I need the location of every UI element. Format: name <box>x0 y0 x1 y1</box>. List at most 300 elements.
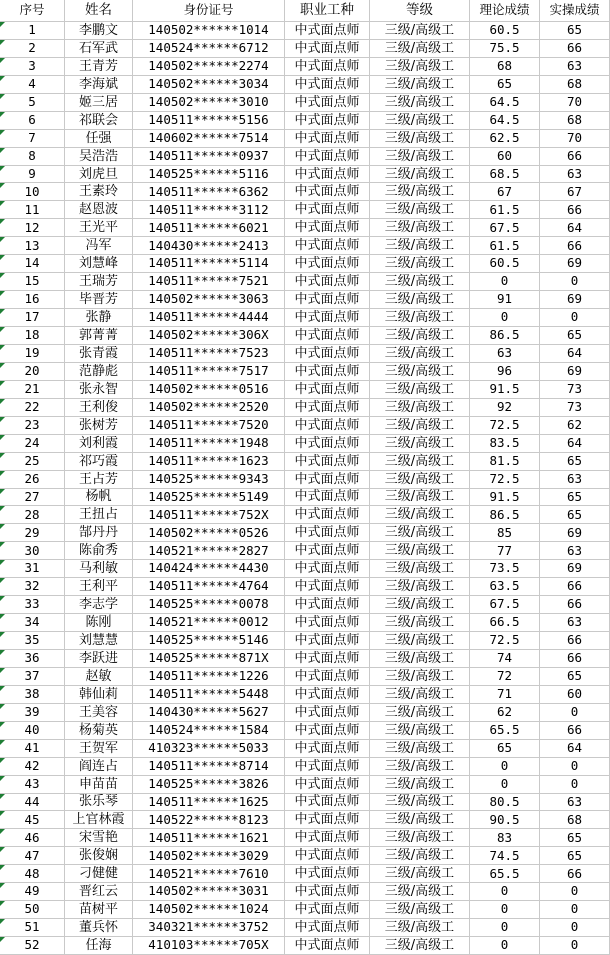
cell-name[interactable] <box>65 166 133 184</box>
cell-level[interactable] <box>370 22 470 40</box>
cell-level[interactable] <box>370 345 470 363</box>
cell-level[interactable] <box>370 453 470 471</box>
cell-name[interactable] <box>65 560 133 578</box>
cell-theory[interactable] <box>470 560 540 578</box>
cell-job[interactable] <box>285 489 370 507</box>
cell-level[interactable] <box>370 399 470 417</box>
cell-theory[interactable] <box>470 758 540 776</box>
cell-name[interactable] <box>65 740 133 758</box>
cell-id[interactable] <box>133 327 285 345</box>
cell-level[interactable] <box>370 758 470 776</box>
cell-practice[interactable] <box>540 758 610 776</box>
cell-id[interactable] <box>133 847 285 865</box>
cell-id[interactable] <box>133 166 285 184</box>
cell-theory[interactable] <box>470 811 540 829</box>
cell-level[interactable] <box>370 201 470 219</box>
cell-practice[interactable] <box>540 811 610 829</box>
cell-theory[interactable] <box>470 345 540 363</box>
cell-job[interactable] <box>285 578 370 596</box>
cell-name[interactable] <box>65 650 133 668</box>
cell-num[interactable] <box>0 578 65 596</box>
cell-name[interactable] <box>65 112 133 130</box>
cell-num[interactable] <box>0 668 65 686</box>
cell-name[interactable] <box>65 183 133 201</box>
cell-id[interactable] <box>133 489 285 507</box>
cell-theory[interactable] <box>470 865 540 883</box>
cell-num[interactable] <box>0 345 65 363</box>
cell-practice[interactable] <box>540 506 610 524</box>
cell-theory[interactable] <box>470 596 540 614</box>
cell-theory[interactable] <box>470 704 540 722</box>
cell-id[interactable] <box>133 255 285 273</box>
cell-id[interactable] <box>133 722 285 740</box>
cell-theory[interactable] <box>470 453 540 471</box>
cell-num[interactable] <box>0 937 65 955</box>
cell-practice[interactable] <box>540 201 610 219</box>
cell-theory[interactable] <box>470 237 540 255</box>
cell-practice[interactable] <box>540 560 610 578</box>
cell-theory[interactable] <box>470 94 540 112</box>
cell-level[interactable] <box>370 255 470 273</box>
cell-practice[interactable] <box>540 291 610 309</box>
cell-level[interactable] <box>370 829 470 847</box>
cell-num[interactable] <box>0 811 65 829</box>
cell-job[interactable] <box>285 435 370 453</box>
cell-job[interactable] <box>285 237 370 255</box>
cell-num[interactable] <box>0 435 65 453</box>
cell-theory[interactable] <box>470 524 540 542</box>
cell-id[interactable] <box>133 435 285 453</box>
cell-theory[interactable] <box>470 22 540 40</box>
cell-name[interactable] <box>65 776 133 794</box>
cell-level[interactable] <box>370 219 470 237</box>
cell-name[interactable] <box>65 417 133 435</box>
cell-job[interactable] <box>285 40 370 58</box>
cell-practice[interactable] <box>540 166 610 184</box>
cell-job[interactable] <box>285 829 370 847</box>
cell-theory[interactable] <box>470 40 540 58</box>
header-cell-name[interactable] <box>65 0 133 22</box>
cell-practice[interactable] <box>540 453 610 471</box>
cell-level[interactable] <box>370 578 470 596</box>
cell-practice[interactable] <box>540 76 610 94</box>
cell-id[interactable] <box>133 130 285 148</box>
cell-practice[interactable] <box>540 650 610 668</box>
cell-name[interactable] <box>65 363 133 381</box>
cell-level[interactable] <box>370 435 470 453</box>
header-cell-theory[interactable] <box>470 0 540 22</box>
cell-level[interactable] <box>370 489 470 507</box>
cell-job[interactable] <box>285 668 370 686</box>
cell-num[interactable] <box>0 399 65 417</box>
cell-id[interactable] <box>133 94 285 112</box>
cell-id[interactable] <box>133 76 285 94</box>
cell-name[interactable] <box>65 219 133 237</box>
cell-id[interactable] <box>133 865 285 883</box>
cell-num[interactable] <box>0 237 65 255</box>
cell-practice[interactable] <box>540 829 610 847</box>
cell-level[interactable] <box>370 650 470 668</box>
cell-level[interactable] <box>370 327 470 345</box>
cell-theory[interactable] <box>470 668 540 686</box>
cell-theory[interactable] <box>470 578 540 596</box>
cell-job[interactable] <box>285 94 370 112</box>
cell-num[interactable] <box>0 829 65 847</box>
cell-name[interactable] <box>65 811 133 829</box>
cell-level[interactable] <box>370 309 470 327</box>
cell-level[interactable] <box>370 183 470 201</box>
cell-practice[interactable] <box>540 130 610 148</box>
cell-num[interactable] <box>0 40 65 58</box>
cell-name[interactable] <box>65 291 133 309</box>
cell-theory[interactable] <box>470 58 540 76</box>
cell-level[interactable] <box>370 40 470 58</box>
cell-theory[interactable] <box>470 883 540 901</box>
cell-level[interactable] <box>370 273 470 291</box>
cell-name[interactable] <box>65 40 133 58</box>
cell-id[interactable] <box>133 237 285 255</box>
cell-level[interactable] <box>370 704 470 722</box>
cell-num[interactable] <box>0 686 65 704</box>
cell-num[interactable] <box>0 112 65 130</box>
cell-num[interactable] <box>0 722 65 740</box>
cell-id[interactable] <box>133 811 285 829</box>
cell-practice[interactable] <box>540 273 610 291</box>
cell-job[interactable] <box>285 417 370 435</box>
cell-id[interactable] <box>133 381 285 399</box>
cell-job[interactable] <box>285 345 370 363</box>
cell-level[interactable] <box>370 560 470 578</box>
cell-name[interactable] <box>65 686 133 704</box>
cell-level[interactable] <box>370 722 470 740</box>
cell-id[interactable] <box>133 632 285 650</box>
cell-num[interactable] <box>0 919 65 937</box>
cell-theory[interactable] <box>470 417 540 435</box>
cell-num[interactable] <box>0 201 65 219</box>
cell-name[interactable] <box>65 381 133 399</box>
cell-name[interactable] <box>65 76 133 94</box>
cell-num[interactable] <box>0 901 65 919</box>
cell-id[interactable] <box>133 776 285 794</box>
cell-job[interactable] <box>285 650 370 668</box>
cell-practice[interactable] <box>540 865 610 883</box>
cell-job[interactable] <box>285 847 370 865</box>
cell-level[interactable] <box>370 506 470 524</box>
cell-theory[interactable] <box>470 309 540 327</box>
cell-job[interactable] <box>285 399 370 417</box>
cell-num[interactable] <box>0 381 65 399</box>
cell-level[interactable] <box>370 919 470 937</box>
cell-practice[interactable] <box>540 919 610 937</box>
cell-name[interactable] <box>65 524 133 542</box>
cell-name[interactable] <box>65 58 133 76</box>
cell-level[interactable] <box>370 291 470 309</box>
cell-theory[interactable] <box>470 183 540 201</box>
cell-theory[interactable] <box>470 255 540 273</box>
cell-theory[interactable] <box>470 471 540 489</box>
cell-id[interactable] <box>133 614 285 632</box>
cell-theory[interactable] <box>470 937 540 955</box>
cell-job[interactable] <box>285 381 370 399</box>
cell-num[interactable] <box>0 542 65 560</box>
cell-job[interactable] <box>285 740 370 758</box>
cell-name[interactable] <box>65 506 133 524</box>
cell-job[interactable] <box>285 183 370 201</box>
cell-id[interactable] <box>133 650 285 668</box>
cell-id[interactable] <box>133 506 285 524</box>
header-cell-num[interactable] <box>0 0 65 22</box>
cell-name[interactable] <box>65 435 133 453</box>
cell-practice[interactable] <box>540 435 610 453</box>
cell-id[interactable] <box>133 273 285 291</box>
cell-name[interactable] <box>65 148 133 166</box>
cell-id[interactable] <box>133 829 285 847</box>
cell-name[interactable] <box>65 542 133 560</box>
cell-theory[interactable] <box>470 686 540 704</box>
cell-job[interactable] <box>285 291 370 309</box>
cell-id[interactable] <box>133 542 285 560</box>
cell-practice[interactable] <box>540 883 610 901</box>
header-cell-practice[interactable] <box>540 0 610 22</box>
cell-id[interactable] <box>133 148 285 166</box>
cell-level[interactable] <box>370 166 470 184</box>
cell-num[interactable] <box>0 776 65 794</box>
cell-theory[interactable] <box>470 632 540 650</box>
cell-level[interactable] <box>370 542 470 560</box>
cell-job[interactable] <box>285 901 370 919</box>
cell-practice[interactable] <box>540 632 610 650</box>
cell-theory[interactable] <box>470 740 540 758</box>
cell-id[interactable] <box>133 668 285 686</box>
cell-id[interactable] <box>133 22 285 40</box>
cell-level[interactable] <box>370 148 470 166</box>
cell-job[interactable] <box>285 560 370 578</box>
cell-name[interactable] <box>65 273 133 291</box>
header-cell-id[interactable] <box>133 0 285 22</box>
cell-job[interactable] <box>285 58 370 76</box>
cell-theory[interactable] <box>470 363 540 381</box>
cell-theory[interactable] <box>470 381 540 399</box>
cell-job[interactable] <box>285 722 370 740</box>
cell-id[interactable] <box>133 758 285 776</box>
cell-theory[interactable] <box>470 901 540 919</box>
cell-id[interactable] <box>133 112 285 130</box>
cell-num[interactable] <box>0 166 65 184</box>
cell-num[interactable] <box>0 847 65 865</box>
cell-level[interactable] <box>370 847 470 865</box>
cell-practice[interactable] <box>540 489 610 507</box>
cell-job[interactable] <box>285 937 370 955</box>
cell-id[interactable] <box>133 40 285 58</box>
cell-id[interactable] <box>133 794 285 812</box>
cell-num[interactable] <box>0 255 65 273</box>
cell-id[interactable] <box>133 524 285 542</box>
cell-theory[interactable] <box>470 76 540 94</box>
cell-theory[interactable] <box>470 130 540 148</box>
cell-level[interactable] <box>370 614 470 632</box>
cell-practice[interactable] <box>540 417 610 435</box>
cell-name[interactable] <box>65 399 133 417</box>
cell-job[interactable] <box>285 865 370 883</box>
cell-job[interactable] <box>285 524 370 542</box>
cell-name[interactable] <box>65 130 133 148</box>
cell-practice[interactable] <box>540 94 610 112</box>
cell-num[interactable] <box>0 273 65 291</box>
cell-theory[interactable] <box>470 542 540 560</box>
cell-id[interactable] <box>133 937 285 955</box>
cell-job[interactable] <box>285 273 370 291</box>
cell-id[interactable] <box>133 919 285 937</box>
cell-theory[interactable] <box>470 291 540 309</box>
cell-id[interactable] <box>133 596 285 614</box>
cell-name[interactable] <box>65 758 133 776</box>
cell-theory[interactable] <box>470 166 540 184</box>
cell-job[interactable] <box>285 112 370 130</box>
cell-name[interactable] <box>65 901 133 919</box>
cell-id[interactable] <box>133 901 285 919</box>
cell-practice[interactable] <box>540 542 610 560</box>
cell-theory[interactable] <box>470 148 540 166</box>
cell-practice[interactable] <box>540 722 610 740</box>
cell-num[interactable] <box>0 632 65 650</box>
cell-level[interactable] <box>370 58 470 76</box>
cell-id[interactable] <box>133 740 285 758</box>
cell-practice[interactable] <box>540 327 610 345</box>
cell-id[interactable] <box>133 201 285 219</box>
cell-practice[interactable] <box>540 668 610 686</box>
cell-name[interactable] <box>65 309 133 327</box>
cell-num[interactable] <box>0 94 65 112</box>
cell-theory[interactable] <box>470 489 540 507</box>
cell-level[interactable] <box>370 632 470 650</box>
cell-num[interactable] <box>0 183 65 201</box>
cell-name[interactable] <box>65 937 133 955</box>
cell-num[interactable] <box>0 219 65 237</box>
cell-job[interactable] <box>285 130 370 148</box>
cell-practice[interactable] <box>540 794 610 812</box>
cell-num[interactable] <box>0 148 65 166</box>
cell-level[interactable] <box>370 686 470 704</box>
cell-level[interactable] <box>370 471 470 489</box>
cell-num[interactable] <box>0 291 65 309</box>
cell-name[interactable] <box>65 237 133 255</box>
cell-practice[interactable] <box>540 237 610 255</box>
cell-id[interactable] <box>133 309 285 327</box>
cell-job[interactable] <box>285 811 370 829</box>
cell-name[interactable] <box>65 865 133 883</box>
cell-num[interactable] <box>0 22 65 40</box>
cell-id[interactable] <box>133 291 285 309</box>
cell-practice[interactable] <box>540 40 610 58</box>
cell-job[interactable] <box>285 632 370 650</box>
cell-theory[interactable] <box>470 273 540 291</box>
cell-job[interactable] <box>285 794 370 812</box>
cell-practice[interactable] <box>540 219 610 237</box>
cell-job[interactable] <box>285 255 370 273</box>
cell-num[interactable] <box>0 506 65 524</box>
cell-practice[interactable] <box>540 704 610 722</box>
cell-job[interactable] <box>285 704 370 722</box>
cell-practice[interactable] <box>540 112 610 130</box>
cell-name[interactable] <box>65 794 133 812</box>
cell-name[interactable] <box>65 22 133 40</box>
cell-practice[interactable] <box>540 776 610 794</box>
cell-name[interactable] <box>65 596 133 614</box>
cell-level[interactable] <box>370 937 470 955</box>
cell-num[interactable] <box>0 309 65 327</box>
cell-practice[interactable] <box>540 309 610 327</box>
cell-level[interactable] <box>370 94 470 112</box>
cell-job[interactable] <box>285 883 370 901</box>
cell-num[interactable] <box>0 58 65 76</box>
cell-theory[interactable] <box>470 829 540 847</box>
cell-num[interactable] <box>0 417 65 435</box>
cell-practice[interactable] <box>540 399 610 417</box>
cell-job[interactable] <box>285 363 370 381</box>
cell-theory[interactable] <box>470 112 540 130</box>
cell-practice[interactable] <box>540 363 610 381</box>
cell-practice[interactable] <box>540 524 610 542</box>
cell-practice[interactable] <box>540 183 610 201</box>
cell-job[interactable] <box>285 614 370 632</box>
cell-num[interactable] <box>0 650 65 668</box>
cell-level[interactable] <box>370 363 470 381</box>
cell-name[interactable] <box>65 919 133 937</box>
cell-practice[interactable] <box>540 686 610 704</box>
cell-level[interactable] <box>370 112 470 130</box>
cell-job[interactable] <box>285 201 370 219</box>
cell-job[interactable] <box>285 758 370 776</box>
cell-level[interactable] <box>370 776 470 794</box>
cell-id[interactable] <box>133 560 285 578</box>
cell-level[interactable] <box>370 596 470 614</box>
cell-id[interactable] <box>133 417 285 435</box>
cell-name[interactable] <box>65 883 133 901</box>
cell-num[interactable] <box>0 471 65 489</box>
cell-name[interactable] <box>65 201 133 219</box>
cell-level[interactable] <box>370 130 470 148</box>
cell-job[interactable] <box>285 76 370 94</box>
cell-num[interactable] <box>0 794 65 812</box>
cell-id[interactable] <box>133 183 285 201</box>
cell-job[interactable] <box>285 219 370 237</box>
cell-level[interactable] <box>370 740 470 758</box>
cell-practice[interactable] <box>540 148 610 166</box>
cell-theory[interactable] <box>470 722 540 740</box>
cell-id[interactable] <box>133 219 285 237</box>
cell-job[interactable] <box>285 471 370 489</box>
cell-num[interactable] <box>0 327 65 345</box>
cell-level[interactable] <box>370 417 470 435</box>
cell-theory[interactable] <box>470 650 540 668</box>
cell-job[interactable] <box>285 148 370 166</box>
cell-num[interactable] <box>0 524 65 542</box>
cell-practice[interactable] <box>540 901 610 919</box>
cell-name[interactable] <box>65 722 133 740</box>
cell-practice[interactable] <box>540 58 610 76</box>
cell-job[interactable] <box>285 776 370 794</box>
cell-practice[interactable] <box>540 345 610 363</box>
header-cell-job[interactable] <box>285 0 370 22</box>
cell-num[interactable] <box>0 865 65 883</box>
cell-theory[interactable] <box>470 399 540 417</box>
cell-name[interactable] <box>65 668 133 686</box>
cell-num[interactable] <box>0 758 65 776</box>
cell-name[interactable] <box>65 255 133 273</box>
cell-id[interactable] <box>133 399 285 417</box>
cell-name[interactable] <box>65 345 133 363</box>
cell-practice[interactable] <box>540 614 610 632</box>
